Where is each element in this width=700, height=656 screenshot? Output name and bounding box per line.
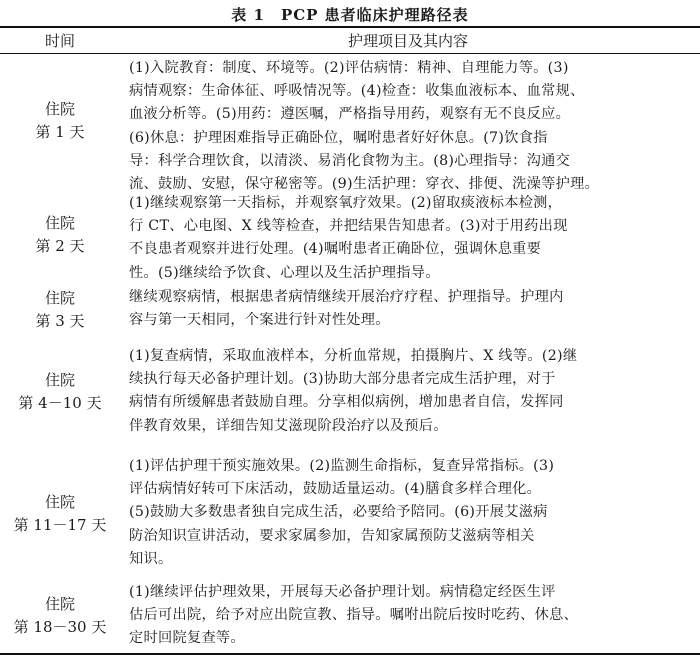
table-header-rule bbox=[0, 53, 700, 54]
table-row bbox=[0, 455, 700, 572]
row-time-day: 第 2 天 bbox=[35, 237, 85, 255]
content-line: 行 CT、心电图、X 线等检查，并把结果告知患者。(3)对于用药出现 bbox=[129, 218, 568, 235]
header-content: 护理项目及其内容 bbox=[347, 32, 468, 50]
row-time-label: 住院 bbox=[44, 595, 75, 613]
row-time-label: 住院 bbox=[44, 99, 75, 118]
row-content-cell bbox=[129, 345, 687, 438]
table-row bbox=[0, 345, 700, 439]
content-line: 血液分析等。(5)用药：遵医嘱，严格指导用药，观察有无不良反应。 bbox=[129, 106, 571, 123]
row-time-cell bbox=[0, 286, 120, 334]
table-row bbox=[0, 286, 700, 334]
content-line: (5)鼓励大多数患者独自完成生活，必要给予陪同。(6)开展艾滋病 bbox=[129, 504, 548, 521]
table-row bbox=[0, 57, 700, 193]
content-line: 导：科学合理饮食，以清淡、易消化食物为主。(8)心理指导：沟通交 bbox=[129, 152, 571, 169]
table-bottom-rule bbox=[0, 653, 700, 655]
row-time-day: 第 11－17 天 bbox=[13, 515, 107, 534]
content-line: 容与第一天相同，个案进行针对性处理。 bbox=[129, 312, 390, 329]
row-content-cell bbox=[129, 57, 687, 196]
content-line: (1)继续观察第一天指标，并观察氧疗效果。(2)留取痰液标本检测， bbox=[129, 195, 563, 211]
row-time-label: 住院 bbox=[44, 289, 75, 307]
row-time-day: 第 18－30 天 bbox=[13, 618, 107, 636]
row-time-day: 第 1 天 bbox=[35, 122, 85, 141]
content-line: 流、鼓励、安慰，保守秘密等。(9)生活护理：穿衣、排便、洗澡等护理。 bbox=[129, 176, 600, 193]
content-line: (1)评估护理干预实施效果。(2)监测生命指标，复查异常指标。(3) bbox=[129, 458, 555, 474]
content-line: (1)入院教育：制度、环境等。(2)评估病情：精神、自理能力等。(3) bbox=[129, 60, 569, 76]
content-line: (1)复查病情，采取血液样本，分析血常规，拍摄胸片、X 线等。(2)继 bbox=[129, 348, 578, 364]
content-line: 继续观察病情，根据患者病情继续开展治疗疗程、护理指导。护理内 bbox=[129, 289, 564, 305]
content-line: 定时回院复查等。 bbox=[129, 630, 245, 647]
row-time-cell bbox=[0, 345, 120, 439]
row-time-cell bbox=[0, 581, 120, 651]
row-time-day: 第 3 天 bbox=[35, 312, 85, 330]
row-content-cell bbox=[129, 581, 687, 651]
content-line: 病情观察：生命体征、呼吸情况等。(4)检查：收集血液标本、血常规、 bbox=[129, 83, 585, 100]
content-line: 病情有所缓解患者鼓励自理。分享相似病例，增加患者自信，发挥同 bbox=[129, 394, 564, 411]
row-time-cell bbox=[0, 57, 120, 184]
content-line: (6)休息：护理困难指导正确卧位，嘱咐患者好好休息。(7)饮食指 bbox=[129, 129, 548, 146]
content-line: 不良患者观察并进行处理。(4)嘱咐患者正确卧位，强调休息重要 bbox=[129, 241, 542, 258]
table-caption: 表 1 PCP 患者临床护理路径表 bbox=[231, 6, 469, 24]
row-time-label: 住院 bbox=[44, 492, 75, 511]
row-time-cell bbox=[0, 192, 120, 278]
row-time-label: 住院 bbox=[44, 214, 75, 232]
row-content-cell bbox=[129, 455, 687, 571]
row-time-cell bbox=[0, 455, 120, 572]
content-line: 评估病情好转可下床活动，鼓励适量运动。(4)膳食多样合理化。 bbox=[129, 481, 542, 498]
content-line: 估后可出院，给予对应出院宣教、指导。嘱咐出院后按时吃药、休息、 bbox=[129, 607, 579, 624]
content-line: 伴教育效果，详细告知艾滋现阶段治疗以及预后。 bbox=[129, 417, 448, 434]
table-row bbox=[0, 192, 700, 281]
content-line: (1)继续评估护理效果，开展每天必备护理计划。病情稳定经医生评 bbox=[129, 584, 556, 600]
row-content-cell bbox=[129, 192, 687, 285]
row-content-cell bbox=[129, 286, 687, 332]
content-line: 知识。 bbox=[129, 550, 173, 567]
content-line: 续执行每天必备护理计划。(3)协助大部分患者完成生活护理，对于 bbox=[129, 371, 556, 388]
content-line: 防治知识宣讲活动，要求家属参加，告知家属预防艾滋病等相关 bbox=[129, 527, 535, 544]
header-time: 时间 bbox=[44, 32, 75, 50]
table-row bbox=[0, 581, 700, 651]
content-line: 性。(5)继续给予饮食、心理以及生活护理指导。 bbox=[129, 264, 440, 281]
row-time-label: 住院 bbox=[44, 371, 75, 389]
row-time-day: 第 4－10 天 bbox=[18, 394, 102, 412]
table-top-rule bbox=[0, 26, 700, 28]
